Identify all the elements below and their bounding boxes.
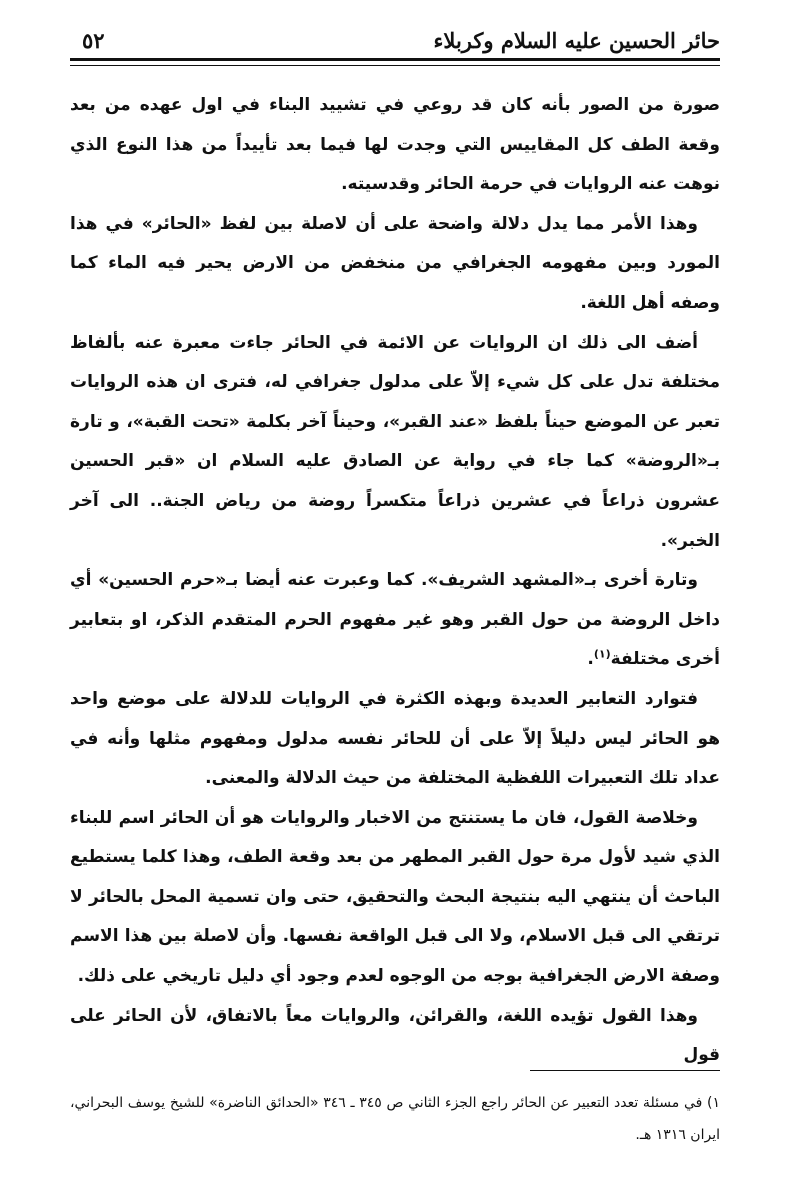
- paragraph: فتوارد التعابير العديدة وبهذه الكثرة في الروايات للدلالة على موضع واحد هو الحائر ليس دليلاً إلاّ على أن للحائر نفسه مدلول ومفهوم مثلها وأنه في عداد تلك التعبيرات اللفظية المختلفة من حيث الدلالة والمعنى.: [70, 688, 720, 789]
- header-rule-thick: [70, 58, 720, 61]
- paragraph-text: وتارة أخرى بـ«المشهد الشريف». كما وعبرت عنه أيضا بـ«حرم الحسين» أي داخل الروضة من حول القبر وهو غير مفهوم الحرم المتقدم الذكر، او بتعابير أخرى مختلفة: [70, 570, 720, 670]
- page-number: ٥٢: [82, 28, 105, 53]
- header-rule-thin: [70, 65, 720, 66]
- footnote-rule: [530, 1070, 720, 1071]
- paragraph: وهذا القول تؤيده اللغة، والقرائن، والروايات معاً بالاتفاق، لأن الحائر على قول: [70, 1005, 720, 1066]
- body-text: [70, 86, 720, 1076]
- paragraph: صورة من الصور بأنه كان قد روعي في تشييد البناء في اول عهده من بعد وقعة الطف كل المقاييس التي وجدت لها فيما بعد تأييداً من هذا النوع الذي نوهت عنه الروايات في حرمة الحائر وقدسيته.: [70, 95, 720, 195]
- footnote-text: ١) في مسئلة تعدد التعبير عن الحائر راجع الجزء الثاني ص ٣٤٥ ـ ٣٤٦ «الحدائق الناضرة» للشيخ يوسف البحراني، ايران ١٣١٦ هـ.: [70, 1095, 720, 1143]
- paragraph: وهذا الأمر مما يدل دلالة واضحة على أن لاصلة بين لفظ «الحائر» في هذا المورد وبين مفهومه الجغرافي من منخفض من الارض يحير فيه الماء كما وصفه أهل اللغة.: [70, 213, 720, 313]
- paragraph: وخلاصة القول، فان ما يستنتج من الاخبار والروايات هو أن الحائر اسم للبناء الذي شيد لأول مرة حول القبر المطهر من بعد وقعة الطف، وهذا كلما يستطيع الباحث أن ينتهي اليه بنتيجة البحث والتحقيق، حتى وان تسمية المحل بالحائر لا ترتقي الى قبل الاسلام، ولا الى قبل الواقعة نفسها. وأن لاصلة بين هذا الاسم وصفة الارض الجغرافية بوجه من الوجوه لعدم وجود أي دليل تاريخي على ذلك.: [70, 807, 720, 987]
- paragraph: وتارة أخرى بـ«المشهد الشريف». كما وعبرت عنه أيضا بـ«حرم الحسين» أي داخل الروضة من حول القبر وهو غير مفهوم الحرم المتقدم الذكر، او بتعابير أخرى مختلفة$^{(١)}$.: [70, 570, 720, 670]
- running-title: حائر الحسين عليه السلام وكربلاء: [433, 28, 720, 53]
- footnote: [70, 1087, 720, 1151]
- paragraph: أضف الى ذلك ان الروايات عن الائمة في الحائر جاءت معبرة عنه بألفاظ مختلفة تدل على كل شيء إلاّ على مدلول جغرافي له، فترى ان هذه الروايات تعبر عن الموضع حيناً بلفظ «عند القبر»، وحيناً آخر بكلمة «تحت القبة»، و تارة بـ«الروضة» كما جاء في رواية عن الصادق عليه السلام ان «قبر الحسين عشرون ذراعاً في عشرين ذراعاً متكسراً روضة من رياض الجنة.. الى آخر الخبر».: [70, 332, 720, 551]
- footnote-marker: (١): [593, 647, 611, 661]
